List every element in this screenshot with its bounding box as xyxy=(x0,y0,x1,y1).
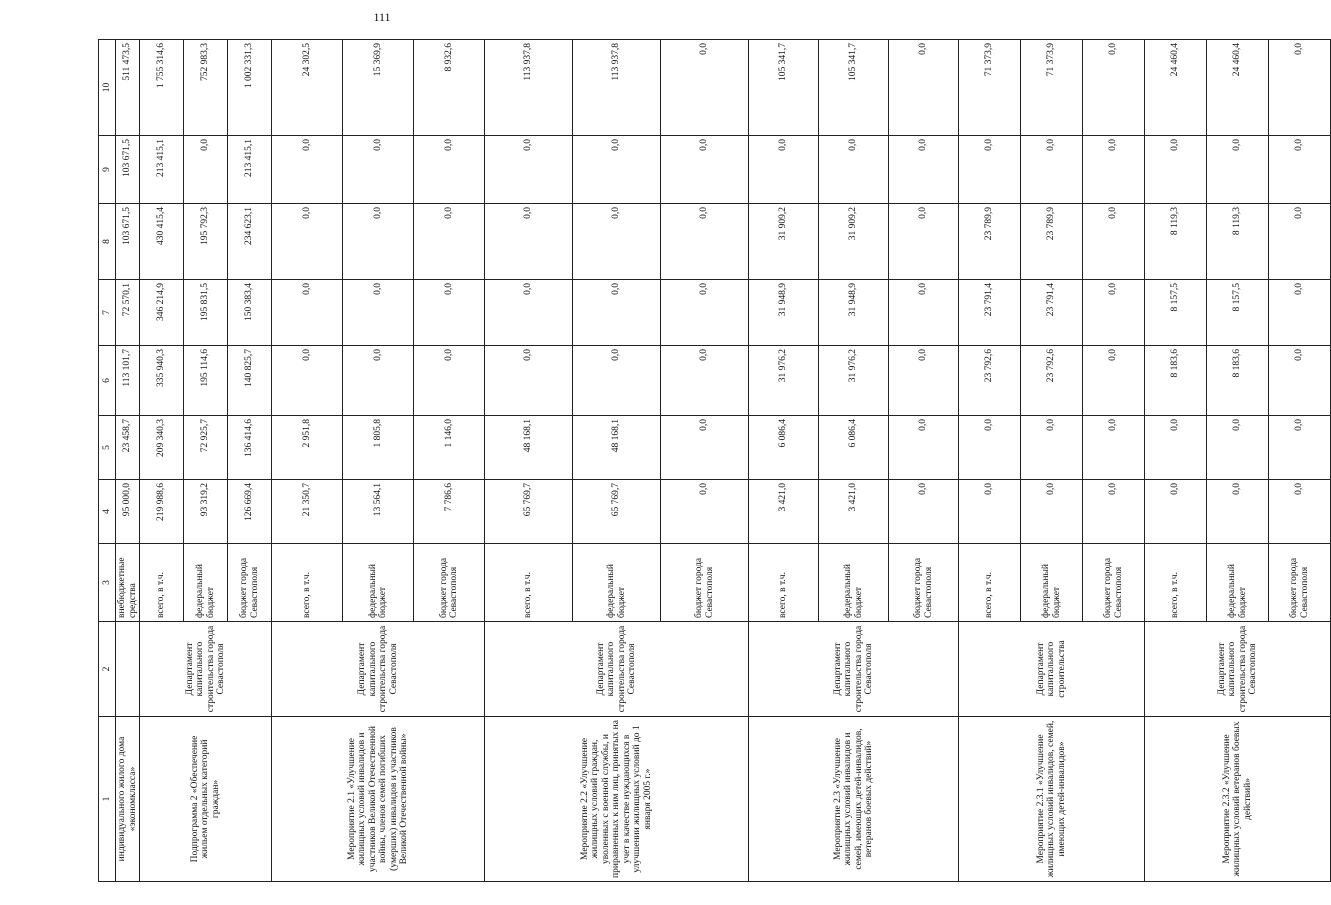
funding-source-cell: федеральный бюджет xyxy=(1207,544,1269,622)
value-cell: 136 414,6 xyxy=(228,416,272,480)
value-cell: 0,0 xyxy=(343,346,414,416)
value-cell: 0,0 xyxy=(573,280,661,346)
value-cell: 0,0 xyxy=(959,136,1021,204)
table-row xyxy=(485,40,573,882)
total-value-cell: 0,0 xyxy=(1269,40,1331,136)
value-cell: 21 350,7 xyxy=(272,480,343,544)
funding-source-cell: бюджет города Севастополя xyxy=(1083,544,1145,622)
rotated-table-frame xyxy=(98,40,1310,882)
value-cell: 1 805,8 xyxy=(343,416,414,480)
value-cell: 72 570,1 xyxy=(116,280,140,346)
total-value-cell: 24 302,5 xyxy=(272,40,343,136)
value-cell: 23 458,7 xyxy=(116,416,140,480)
value-cell: 8 157,5 xyxy=(1145,280,1207,346)
value-cell: 0,0 xyxy=(1021,416,1083,480)
value-cell: 0,0 xyxy=(1083,416,1145,480)
program-title-cell: индивидуального жилого дома «экономкласса» xyxy=(116,717,140,882)
value-cell: 430 415,4 xyxy=(140,204,184,280)
total-value-cell: 8 932,6 xyxy=(414,40,485,136)
funding-source-cell: федеральный бюджет xyxy=(573,544,661,622)
total-value-cell: 0,0 xyxy=(661,40,749,136)
department-cell: Департамент капитального строительства города Севастополя xyxy=(140,622,272,717)
funding-source-cell: бюджет города Севастополя xyxy=(414,544,485,622)
value-cell: 0,0 xyxy=(749,136,819,204)
value-cell: 113 101,7 xyxy=(116,346,140,416)
funding-source-cell: всего, в т.ч. xyxy=(749,544,819,622)
value-cell: 0,0 xyxy=(414,204,485,280)
value-cell: 0,0 xyxy=(485,280,573,346)
value-cell: 8 157,5 xyxy=(1207,280,1269,346)
value-cell: 72 925,7 xyxy=(184,416,228,480)
value-cell: 234 623,1 xyxy=(228,204,272,280)
header-row xyxy=(99,40,116,882)
program-title-cell: Мероприятие 2.3.1 «Улучшение жилищных условий инвалидов, семей, имеющих детей-инвалидов» xyxy=(959,717,1145,882)
value-cell: 48 168,1 xyxy=(573,416,661,480)
value-cell: 0,0 xyxy=(1207,480,1269,544)
funding-source-cell: бюджет города Севастополя xyxy=(228,544,272,622)
program-title-cell: Мероприятие 2.2 «Улучшение жилищных условий граждан, уволенных с военной службы, и приравненных к ним лиц, принятых на учет в качестве нуждающихся в улучшении жилищных условий до 1 января 2005 г.» xyxy=(485,717,749,882)
department-cell: Департамент капитального строительства города Севастополя xyxy=(272,622,485,717)
value-cell: 213 415,1 xyxy=(140,136,184,204)
header-cell: 5 xyxy=(99,416,116,480)
table-body xyxy=(99,40,1331,882)
value-cell: 0,0 xyxy=(1083,204,1145,280)
value-cell: 0,0 xyxy=(1207,136,1269,204)
value-cell: 140 825,7 xyxy=(228,346,272,416)
department-cell: Департамент капитального строительства города Севастополя xyxy=(485,622,749,717)
value-cell: 0,0 xyxy=(485,136,573,204)
funding-source-cell: всего, в т.ч. xyxy=(140,544,184,622)
header-cell: 7 xyxy=(99,280,116,346)
table-row xyxy=(272,40,343,882)
page-number: 111 xyxy=(373,10,391,24)
value-cell: 0,0 xyxy=(414,136,485,204)
funding-source-cell: внебюджетные средства xyxy=(116,544,140,622)
value-cell: 65 769,7 xyxy=(573,480,661,544)
value-cell: 0,0 xyxy=(1145,136,1207,204)
value-cell: 0,0 xyxy=(573,136,661,204)
value-cell: 0,0 xyxy=(414,346,485,416)
value-cell: 0,0 xyxy=(819,136,889,204)
header-cell: 9 xyxy=(99,136,116,204)
value-cell: 95 000,0 xyxy=(116,480,140,544)
program-title-cell: Подпрограмма 2 «Обеспечение жильем отдельных категорий граждан» xyxy=(140,717,272,882)
value-cell: 0,0 xyxy=(1145,416,1207,480)
total-value-cell: 511 473,5 xyxy=(116,40,140,136)
value-cell: 0,0 xyxy=(889,480,959,544)
table-container xyxy=(98,40,1310,882)
value-cell: 0,0 xyxy=(889,204,959,280)
value-cell: 0,0 xyxy=(889,280,959,346)
value-cell: 1 146,0 xyxy=(414,416,485,480)
value-cell: 31 909,2 xyxy=(749,204,819,280)
total-value-cell: 24 460,4 xyxy=(1145,40,1207,136)
value-cell: 209 340,3 xyxy=(140,416,184,480)
value-cell: 0,0 xyxy=(414,280,485,346)
value-cell: 195 114,6 xyxy=(184,346,228,416)
value-cell: 31 948,9 xyxy=(749,280,819,346)
funding-source-cell: всего, в т.ч. xyxy=(1145,544,1207,622)
value-cell: 8 119,3 xyxy=(1145,204,1207,280)
value-cell: 0,0 xyxy=(1269,480,1331,544)
value-cell: 23 792,6 xyxy=(959,346,1021,416)
value-cell: 8 183,6 xyxy=(1207,346,1269,416)
total-value-cell: 71 373,9 xyxy=(959,40,1021,136)
total-value-cell: 24 460,4 xyxy=(1207,40,1269,136)
value-cell: 6 086,4 xyxy=(819,416,889,480)
value-cell: 0,0 xyxy=(1083,136,1145,204)
value-cell: 3 421,0 xyxy=(819,480,889,544)
value-cell: 0,0 xyxy=(889,346,959,416)
value-cell: 31 976,2 xyxy=(819,346,889,416)
value-cell: 0,0 xyxy=(1145,480,1207,544)
value-cell: 0,0 xyxy=(343,136,414,204)
program-title-cell: Мероприятие 2.3 «Улучшение жилищных условий инвалидов и семей, имеющих детей-инвалидов, ветеранов боевых действий» xyxy=(749,717,959,882)
value-cell: 0,0 xyxy=(889,136,959,204)
value-cell: 0,0 xyxy=(184,136,228,204)
total-value-cell: 113 937,8 xyxy=(485,40,573,136)
funding-source-cell: федеральный бюджет xyxy=(184,544,228,622)
funding-source-cell: бюджет города Севастополя xyxy=(661,544,749,622)
total-value-cell: 1 002 331,3 xyxy=(228,40,272,136)
value-cell: 0,0 xyxy=(573,346,661,416)
header-cell: 10 xyxy=(99,40,116,136)
value-cell: 0,0 xyxy=(1269,136,1331,204)
value-cell: 0,0 xyxy=(661,346,749,416)
value-cell: 23 792,6 xyxy=(1021,346,1083,416)
value-cell: 0,0 xyxy=(1207,416,1269,480)
value-cell: 93 319,2 xyxy=(184,480,228,544)
department-cell: Департамент капитального строительства xyxy=(959,622,1145,717)
value-cell: 0,0 xyxy=(1269,204,1331,280)
total-value-cell: 0,0 xyxy=(889,40,959,136)
value-cell: 7 786,6 xyxy=(414,480,485,544)
value-cell: 0,0 xyxy=(661,480,749,544)
funding-source-cell: всего, в т.ч. xyxy=(959,544,1021,622)
header-cell: 8 xyxy=(99,204,116,280)
total-value-cell: 105 341,7 xyxy=(819,40,889,136)
funding-source-cell: всего, в т.ч. xyxy=(272,544,343,622)
value-cell: 195 792,3 xyxy=(184,204,228,280)
value-cell: 65 769,7 xyxy=(485,480,573,544)
value-cell: 0,0 xyxy=(1269,346,1331,416)
total-value-cell: 1 755 314,6 xyxy=(140,40,184,136)
value-cell: 23 789,9 xyxy=(1021,204,1083,280)
value-cell: 0,0 xyxy=(889,416,959,480)
funding-source-cell: федеральный бюджет xyxy=(343,544,414,622)
value-cell: 0,0 xyxy=(1021,480,1083,544)
value-cell: 2 951,8 xyxy=(272,416,343,480)
value-cell: 0,0 xyxy=(343,204,414,280)
value-cell: 335 940,3 xyxy=(140,346,184,416)
value-cell: 0,0 xyxy=(272,204,343,280)
value-cell: 103 671,5 xyxy=(116,204,140,280)
program-title-cell: Мероприятие 2.1 «Улучшение жилищных условий инвалидов и участников Великой Отечественной войны, членов семей погибших (умерших) инвалидов и участников Великой Отечественной войны» xyxy=(272,717,485,882)
value-cell: 0,0 xyxy=(1083,480,1145,544)
value-cell: 0,0 xyxy=(661,416,749,480)
value-cell: 0,0 xyxy=(272,280,343,346)
table-row xyxy=(749,40,819,882)
total-value-cell: 105 341,7 xyxy=(749,40,819,136)
value-cell: 0,0 xyxy=(485,346,573,416)
value-cell: 13 564,1 xyxy=(343,480,414,544)
value-cell: 213 415,1 xyxy=(228,136,272,204)
total-value-cell: 113 937,8 xyxy=(573,40,661,136)
value-cell: 31 909,2 xyxy=(819,204,889,280)
header-cell: 3 xyxy=(99,544,116,622)
value-cell: 8 183,6 xyxy=(1145,346,1207,416)
header-cell: 2 xyxy=(99,622,116,717)
value-cell: 8 119,3 xyxy=(1207,204,1269,280)
funding-source-cell: бюджет города Севастополя xyxy=(1269,544,1331,622)
funding-source-cell: федеральный бюджет xyxy=(819,544,889,622)
department-cell: Департамент капитального строительства города Севастополя xyxy=(1145,622,1331,717)
value-cell: 0,0 xyxy=(1021,136,1083,204)
value-cell: 195 831,5 xyxy=(184,280,228,346)
value-cell: 0,0 xyxy=(485,204,573,280)
value-cell: 23 789,9 xyxy=(959,204,1021,280)
department-cell xyxy=(116,622,140,717)
value-cell: 219 988,6 xyxy=(140,480,184,544)
total-value-cell: 752 983,3 xyxy=(184,40,228,136)
value-cell: 6 086,4 xyxy=(749,416,819,480)
value-cell: 346 214,9 xyxy=(140,280,184,346)
total-value-cell: 71 373,9 xyxy=(1021,40,1083,136)
department-cell: Департамент капитального строительства города Севастополя xyxy=(749,622,959,717)
value-cell: 0,0 xyxy=(959,416,1021,480)
value-cell: 0,0 xyxy=(1083,280,1145,346)
value-cell: 3 421,0 xyxy=(749,480,819,544)
table-row xyxy=(1145,40,1207,882)
value-cell: 0,0 xyxy=(959,480,1021,544)
value-cell: 0,0 xyxy=(1269,280,1331,346)
value-cell: 103 671,5 xyxy=(116,136,140,204)
value-cell: 0,0 xyxy=(661,280,749,346)
value-cell: 0,0 xyxy=(661,136,749,204)
value-cell: 23 791,4 xyxy=(1021,280,1083,346)
value-cell: 0,0 xyxy=(272,346,343,416)
value-cell: 0,0 xyxy=(1083,346,1145,416)
value-cell: 126 669,4 xyxy=(228,480,272,544)
value-cell: 31 948,9 xyxy=(819,280,889,346)
funding-source-cell: бюджет города Севастополя xyxy=(889,544,959,622)
value-cell: 31 976,2 xyxy=(749,346,819,416)
table-row xyxy=(959,40,1021,882)
value-cell: 0,0 xyxy=(1269,416,1331,480)
header-cell: 1 xyxy=(99,717,116,882)
value-cell: 0,0 xyxy=(661,204,749,280)
value-cell: 0,0 xyxy=(573,204,661,280)
total-value-cell: 0,0 xyxy=(1083,40,1145,136)
table-row xyxy=(140,40,184,882)
total-value-cell: 15 369,9 xyxy=(343,40,414,136)
value-cell: 150 383,4 xyxy=(228,280,272,346)
value-cell: 0,0 xyxy=(272,136,343,204)
value-cell: 23 791,4 xyxy=(959,280,1021,346)
header-cell: 4 xyxy=(99,480,116,544)
value-cell: 0,0 xyxy=(343,280,414,346)
table-row xyxy=(116,40,140,882)
value-cell: 48 168,1 xyxy=(485,416,573,480)
program-title-cell: Мероприятие 2.3.2 «Улучшение жилищных условий ветеранов боевых действий» xyxy=(1145,717,1331,882)
header-cell: 6 xyxy=(99,346,116,416)
funding-source-cell: федеральный бюджет xyxy=(1021,544,1083,622)
funding-source-cell: всего, в т.ч. xyxy=(485,544,573,622)
budget-table xyxy=(98,39,1331,882)
